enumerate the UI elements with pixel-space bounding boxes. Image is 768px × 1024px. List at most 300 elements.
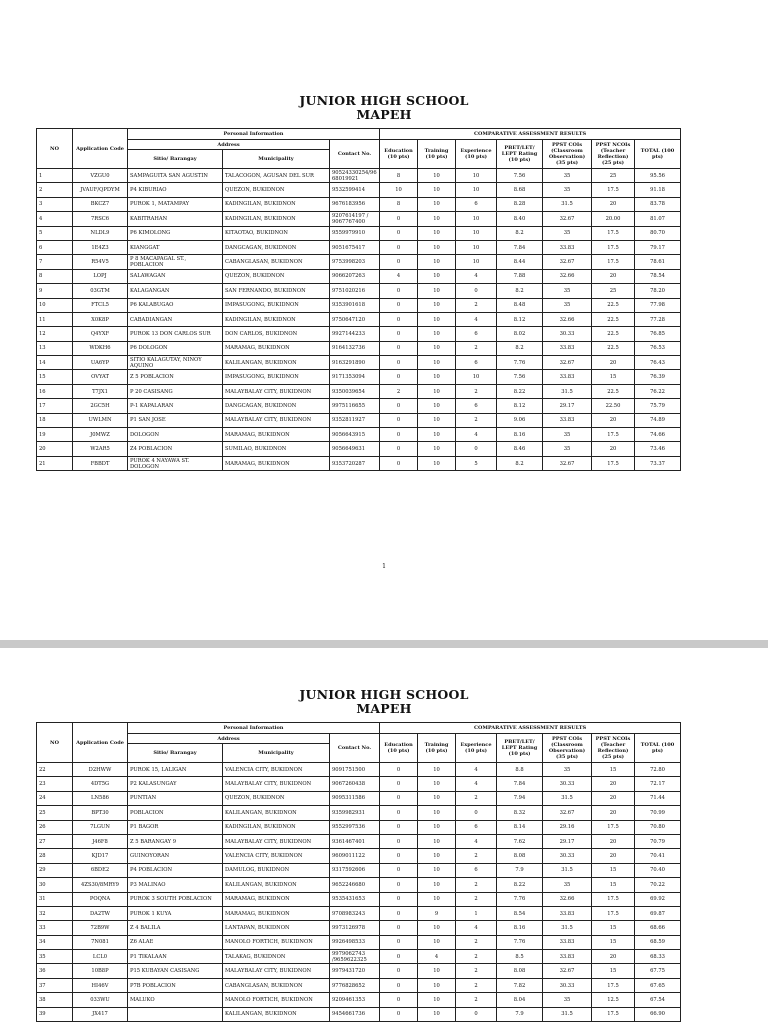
cell-contact: 9975116655	[330, 399, 380, 413]
cell-experience: 0	[456, 1007, 497, 1021]
cell-experience: 5	[456, 456, 497, 470]
cell-education: 0	[380, 993, 418, 1007]
cell-application-code: 7LGUN	[73, 820, 128, 834]
table-body	[37, 763, 681, 1022]
cell-education: 0	[380, 428, 418, 442]
cell-application-code: 7N081	[73, 935, 128, 949]
cell-pbet: 8.54	[497, 906, 543, 920]
cell-sitio: DOLOGON	[128, 428, 223, 442]
cell-contact: 9926498533	[330, 935, 380, 949]
cell-pbet: 7.9	[497, 1007, 543, 1021]
cell-sitio: P1 TIKALAAN	[128, 950, 223, 964]
cell-training: 10	[418, 456, 456, 470]
cell-application-code: LN586	[73, 791, 128, 805]
cell-ppst-cois: 30.33	[543, 978, 592, 992]
table-row	[37, 298, 681, 312]
cell-sitio: P 8 MACAPAGAL ST., POBLACION	[128, 255, 223, 269]
cell-ppst-ncois: 17.5	[592, 183, 635, 197]
cell-training: 10	[418, 820, 456, 834]
col-municipality: Municipality	[223, 744, 330, 763]
cell-ppst-ncois: 17.5	[592, 428, 635, 442]
cell-training: 10	[418, 341, 456, 355]
cell-pbet: 8.08	[497, 964, 543, 978]
cell-ppst-cois: 33.83	[543, 370, 592, 384]
cell-sitio: PUROK 13 DON CARLOS SUR	[128, 327, 223, 341]
cell-total: 66.90	[635, 1007, 681, 1021]
cell-sitio: Z 5 BARANGAY 9	[128, 834, 223, 848]
cell-no: 39	[37, 1007, 73, 1021]
table-row	[37, 763, 681, 777]
cell-application-code: LOPJ	[73, 269, 128, 283]
cell-training: 10	[418, 428, 456, 442]
cell-ppst-ncois: 15	[592, 878, 635, 892]
col-sitio: Sitio/ Barangay	[128, 744, 223, 763]
cell-municipality: VALENCIA CITY, BUKIDNON	[223, 763, 330, 777]
table-row	[37, 849, 681, 863]
cell-ppst-ncois: 20	[592, 834, 635, 848]
cell-training: 10	[418, 921, 456, 935]
cell-municipality: SUMILAO, BUKIDNON	[223, 442, 330, 456]
cell-no: 34	[37, 935, 73, 949]
cell-municipality: IMPASUGONG, BUKIDNON	[223, 298, 330, 312]
table-row	[37, 892, 681, 906]
cell-contact: 9979431720	[330, 964, 380, 978]
cell-ppst-cois: 35	[543, 284, 592, 298]
cell-contact: 9353901618	[330, 298, 380, 312]
cell-municipality: VALENCIA CITY, BUKIDNON	[223, 849, 330, 863]
cell-municipality: MANOLO FORTICH, BUKIDNON	[223, 935, 330, 949]
title-line-2: MAPEH	[356, 107, 412, 122]
cell-total: 76.53	[635, 341, 681, 355]
cell-sitio: MALUKO	[128, 993, 223, 1007]
cell-experience: 10	[456, 183, 497, 197]
col-ppst-ncois: PPST NCOIs (Teacher Reflection) (25 pts)	[592, 140, 635, 169]
cell-municipality: MARAMAG, BUKIDNON	[223, 428, 330, 442]
cell-experience: 2	[456, 878, 497, 892]
cell-education: 0	[380, 849, 418, 863]
cell-no: 16	[37, 384, 73, 398]
cell-training: 10	[418, 356, 456, 370]
cell-ppst-cois: 31.5	[543, 921, 592, 935]
cell-contact: 9454661736	[330, 1007, 380, 1021]
cell-pbet: 8.2	[497, 456, 543, 470]
cell-education: 0	[380, 255, 418, 269]
cell-application-code: 2GC5H	[73, 399, 128, 413]
table-row	[37, 384, 681, 398]
table-row	[37, 834, 681, 848]
cell-contact: 9532599414	[330, 183, 380, 197]
cell-municipality: MALAYBALAY CITY, BUKIDNON	[223, 777, 330, 791]
cell-contact: 9552997536	[330, 820, 380, 834]
cell-contact: 9973126978	[330, 921, 380, 935]
cell-municipality: LANTAPAN, BUKIDNON	[223, 921, 330, 935]
col-comparative-results: COMPARATIVE ASSESSMENT RESULTS	[380, 723, 681, 734]
table-row	[37, 791, 681, 805]
cell-experience: 4	[456, 834, 497, 848]
cell-ppst-cois: 35	[543, 226, 592, 240]
cell-total: 79.17	[635, 240, 681, 254]
cell-ppst-ncois: 20	[592, 849, 635, 863]
cell-training: 10	[418, 312, 456, 326]
cell-sitio: P6 KIMOLONG	[128, 226, 223, 240]
ranking-table	[36, 128, 681, 471]
table-row	[37, 255, 681, 269]
cell-pbet: 8.14	[497, 820, 543, 834]
cell-application-code: J0MWZ	[73, 428, 128, 442]
cell-experience: 0	[456, 284, 497, 298]
cell-municipality: DANGCAGAN, BUKIDNON	[223, 240, 330, 254]
cell-application-code: FBBDT	[73, 456, 128, 470]
cell-experience: 2	[456, 892, 497, 906]
cell-training: 4	[418, 950, 456, 964]
cell-pbet: 7.84	[497, 777, 543, 791]
cell-application-code: T7JX1	[73, 384, 128, 398]
cell-education: 0	[380, 921, 418, 935]
cell-application-code: 03GTM	[73, 284, 128, 298]
cell-ppst-ncois: 22.5	[592, 312, 635, 326]
cell-experience: 0	[456, 806, 497, 820]
cell-education: 8	[380, 169, 418, 183]
cell-no: 21	[37, 456, 73, 470]
col-personal-information: Personal Information	[128, 723, 380, 734]
cell-training: 9	[418, 906, 456, 920]
cell-training: 10	[418, 935, 456, 949]
cell-training: 10	[418, 399, 456, 413]
cell-application-code: FTCL5	[73, 298, 128, 312]
cell-total: 80.70	[635, 226, 681, 240]
cell-experience: 2	[456, 384, 497, 398]
table-row	[37, 269, 681, 283]
cell-experience: 2	[456, 413, 497, 427]
table-row	[37, 1007, 681, 1021]
cell-no: 28	[37, 849, 73, 863]
cell-ppst-ncois: 20	[592, 950, 635, 964]
cell-contact: 9350039654	[330, 384, 380, 398]
cell-total: 76.22	[635, 384, 681, 398]
cell-municipality: QUEZON, BUKIDNON	[223, 183, 330, 197]
cell-contact: 9056643915	[330, 428, 380, 442]
cell-total: 68.66	[635, 921, 681, 935]
cell-training: 10	[418, 993, 456, 1007]
cell-experience: 4	[456, 428, 497, 442]
cell-ppst-ncois: 25	[592, 284, 635, 298]
document-title	[0, 94, 768, 122]
title-line-1: JUNIOR HIGH SCHOOL	[299, 687, 469, 702]
cell-no: 30	[37, 878, 73, 892]
cell-total: 67.65	[635, 978, 681, 992]
cell-municipality: MALAYBALAY CITY, BUKIDNON	[223, 413, 330, 427]
cell-total: 83.78	[635, 197, 681, 211]
cell-contact: 9927144233	[330, 327, 380, 341]
cell-pbet: 8.16	[497, 921, 543, 935]
cell-education: 0	[380, 442, 418, 456]
cell-education: 0	[380, 820, 418, 834]
cell-municipality: KALILANGAN, BUKIDNON	[223, 806, 330, 820]
cell-municipality: QUEZON, BUKIDNON	[223, 269, 330, 283]
table-row	[37, 950, 681, 964]
cell-training: 10	[418, 212, 456, 226]
cell-experience: 2	[456, 964, 497, 978]
cell-education: 0	[380, 399, 418, 413]
cell-application-code: POQNA	[73, 892, 128, 906]
table-row	[37, 197, 681, 211]
cell-sitio: PUROK 3 SOUTH POBLACION	[128, 892, 223, 906]
cell-experience: 10	[456, 169, 497, 183]
cell-ppst-ncois: 22.5	[592, 384, 635, 398]
table-row	[37, 978, 681, 992]
cell-ppst-ncois: 22.5	[592, 341, 635, 355]
cell-pbet: 7.62	[497, 834, 543, 848]
cell-contact: 9056649631	[330, 442, 380, 456]
cell-training: 10	[418, 169, 456, 183]
cell-ppst-ncois: 17.5	[592, 1007, 635, 1021]
cell-sitio: SAMPAGUITA SAN AGUSTIN	[128, 169, 223, 183]
cell-total: 78.61	[635, 255, 681, 269]
cell-application-code: DA2TW	[73, 906, 128, 920]
cell-sitio: KIANGGAT	[128, 240, 223, 254]
cell-education: 4	[380, 269, 418, 283]
cell-no: 5	[37, 226, 73, 240]
cell-ppst-ncois: 15	[592, 370, 635, 384]
cell-contact: 9751020216	[330, 284, 380, 298]
cell-education: 0	[380, 763, 418, 777]
cell-ppst-cois: 35	[543, 183, 592, 197]
cell-contact: 9164132736	[330, 341, 380, 355]
cell-ppst-cois: 30.33	[543, 327, 592, 341]
cell-experience: 6	[456, 863, 497, 877]
cell-ppst-ncois: 17.5	[592, 255, 635, 269]
cell-experience: 10	[456, 212, 497, 226]
cell-sitio: SITIO KALAGUTAY, NINOY AQUINO	[128, 356, 223, 370]
cell-training: 10	[418, 763, 456, 777]
cell-ppst-cois: 31.5	[543, 197, 592, 211]
cell-contact: 9095311586	[330, 791, 380, 805]
cell-ppst-ncois: 15	[592, 763, 635, 777]
cell-municipality: MALAYBALAY CITY, BUKIDNON	[223, 834, 330, 848]
cell-ppst-cois: 32.66	[543, 312, 592, 326]
cell-ppst-ncois: 17.5	[592, 456, 635, 470]
table-row	[37, 428, 681, 442]
table-row	[37, 820, 681, 834]
cell-municipality: IMPASUGONG, BUKIDNON	[223, 370, 330, 384]
cell-pbet: 7.84	[497, 240, 543, 254]
cell-no: 6	[37, 240, 73, 254]
cell-ppst-cois: 31.5	[543, 791, 592, 805]
cell-ppst-ncois: 20	[592, 197, 635, 211]
table-row	[37, 935, 681, 949]
cell-ppst-cois: 32.66	[543, 269, 592, 283]
cell-sitio: PUROK 1 KUYA	[128, 906, 223, 920]
cell-no: 2	[37, 183, 73, 197]
col-experience: Experience (10 pts)	[456, 140, 497, 169]
cell-municipality: KADINGILAN, BUKIDNON	[223, 212, 330, 226]
cell-application-code: LCL0	[73, 950, 128, 964]
cell-total: 67.75	[635, 964, 681, 978]
cell-municipality: MALAYBALAY CITY, BUKIDNON	[223, 384, 330, 398]
cell-experience: 1	[456, 906, 497, 920]
cell-ppst-cois: 33.83	[543, 413, 592, 427]
cell-ppst-cois: 35	[543, 442, 592, 456]
cell-training: 10	[418, 978, 456, 992]
table-row	[37, 240, 681, 254]
cell-ppst-ncois: 20	[592, 791, 635, 805]
cell-municipality: KADINGILAN, BUKIDNON	[223, 312, 330, 326]
cell-application-code: 7RSC6	[73, 212, 128, 226]
cell-pbet: 8.2	[497, 341, 543, 355]
table-row	[37, 399, 681, 413]
cell-sitio: Z6 ALAE	[128, 935, 223, 949]
cell-experience: 2	[456, 935, 497, 949]
col-training: Training (10 pts)	[418, 734, 456, 763]
cell-application-code: JVAUF/QPDYM	[73, 183, 128, 197]
cell-experience: 2	[456, 791, 497, 805]
table-row	[37, 284, 681, 298]
cell-experience: 10	[456, 255, 497, 269]
cell-application-code: VZGU0	[73, 169, 128, 183]
cell-ppst-ncois: 15	[592, 964, 635, 978]
cell-sitio: Z4 POBLACION	[128, 442, 223, 456]
cell-total: 77.98	[635, 298, 681, 312]
cell-municipality: DON CARLOS, BUKIDNON	[223, 327, 330, 341]
cell-total: 70.41	[635, 849, 681, 863]
table-row	[37, 442, 681, 456]
col-education: Education (10 pts)	[380, 734, 418, 763]
cell-municipality: MARAMAG, BUKIDNON	[223, 892, 330, 906]
table-row	[37, 806, 681, 820]
cell-ppst-cois: 32.67	[543, 212, 592, 226]
cell-experience: 2	[456, 950, 497, 964]
cell-pbet: 8.68	[497, 183, 543, 197]
cell-total: 73.46	[635, 442, 681, 456]
table-row	[37, 356, 681, 370]
cell-application-code: WDKH6	[73, 341, 128, 355]
cell-education: 8	[380, 197, 418, 211]
cell-sitio: PUROK 4 NAYAWA ST. DOLOGON	[128, 456, 223, 470]
cell-contact: 9353720287	[330, 456, 380, 470]
col-contact: Contact No.	[330, 140, 380, 169]
cell-contact: 9776828652	[330, 978, 380, 992]
cell-experience: 2	[456, 341, 497, 355]
cell-municipality: SAN FERNANDO, BUKIDNON	[223, 284, 330, 298]
cell-application-code: BPT30	[73, 806, 128, 820]
cell-pbet: 8.02	[497, 327, 543, 341]
cell-experience: 2	[456, 978, 497, 992]
cell-sitio: P2 KALASUNGAY	[128, 777, 223, 791]
table-row	[37, 341, 681, 355]
cell-no: 4	[37, 212, 73, 226]
cell-municipality: MANOLO FORTICH, BUKIDNON	[223, 993, 330, 1007]
cell-ppst-cois: 31.5	[543, 384, 592, 398]
cell-application-code: D2HWW	[73, 763, 128, 777]
cell-contact: 9979062743 /9659622325	[330, 950, 380, 964]
cell-contact: 9652246680	[330, 878, 380, 892]
cell-application-code: 4DT5G	[73, 777, 128, 791]
cell-sitio: P4 KIBURIAO	[128, 183, 223, 197]
table-row	[37, 212, 681, 226]
cell-training: 10	[418, 269, 456, 283]
cell-training: 10	[418, 327, 456, 341]
cell-sitio: Z 4 BALILA	[128, 921, 223, 935]
cell-pbet: 7.9	[497, 863, 543, 877]
cell-contact: 9317592606	[330, 863, 380, 877]
cell-training: 10	[418, 183, 456, 197]
cell-ppst-cois: 29.17	[543, 399, 592, 413]
table-row	[37, 921, 681, 935]
col-ppst-cois: PPST COIs (Classroom Observation) (35 pts)	[543, 140, 592, 169]
cell-contact: 9051675417	[330, 240, 380, 254]
document-page-2	[0, 648, 768, 1024]
cell-training: 10	[418, 442, 456, 456]
cell-education: 0	[380, 906, 418, 920]
col-total: TOTAL (100 pts)	[635, 734, 681, 763]
cell-experience: 10	[456, 226, 497, 240]
cell-pbet: 8.8	[497, 763, 543, 777]
cell-municipality: KITAOTAO, BUKIDNON	[223, 226, 330, 240]
cell-contact: 9359982931	[330, 806, 380, 820]
col-education: Education (10 pts)	[380, 140, 418, 169]
cell-contact: 9207614197 / 9067767400	[330, 212, 380, 226]
table-row	[37, 327, 681, 341]
cell-sitio: P15 KUBAYAN CASISANG	[128, 964, 223, 978]
cell-education: 0	[380, 284, 418, 298]
cell-ppst-ncois: 22.5	[592, 298, 635, 312]
cell-total: 70.79	[635, 834, 681, 848]
cell-sitio: P1 SAN JOSE	[128, 413, 223, 427]
cell-education: 0	[380, 327, 418, 341]
cell-total: 71.44	[635, 791, 681, 805]
cell-no: 15	[37, 370, 73, 384]
cell-pbet: 8.2	[497, 226, 543, 240]
cell-training: 10	[418, 1007, 456, 1021]
cell-ppst-ncois: 15	[592, 863, 635, 877]
cell-ppst-cois: 32.67	[543, 456, 592, 470]
cell-contact: 9163291890	[330, 356, 380, 370]
cell-education: 0	[380, 226, 418, 240]
cell-application-code: W2AR5	[73, 442, 128, 456]
cell-training: 10	[418, 197, 456, 211]
cell-ppst-ncois: 20	[592, 356, 635, 370]
cell-education: 0	[380, 1007, 418, 1021]
cell-application-code: BKCZ7	[73, 197, 128, 211]
col-no: NO	[37, 723, 73, 763]
cell-no: 35	[37, 950, 73, 964]
cell-no: 29	[37, 863, 73, 877]
cell-total: 68.33	[635, 950, 681, 964]
cell-ppst-cois: 30.33	[543, 849, 592, 863]
cell-experience: 6	[456, 820, 497, 834]
cell-sitio: KABITRAHAN	[128, 212, 223, 226]
cell-training: 10	[418, 964, 456, 978]
cell-no: 3	[37, 197, 73, 211]
cell-training: 10	[418, 892, 456, 906]
cell-total: 74.66	[635, 428, 681, 442]
col-pbet: PBET/LET/ LEPT Rating (10 pts)	[497, 734, 543, 763]
cell-municipality: MALAYBALAY CITY, BUKIDNON	[223, 964, 330, 978]
cell-municipality: KALILANGAN, BUKIDNON	[223, 1007, 330, 1021]
cell-contact: 90524330254/96 68019921	[330, 169, 380, 183]
cell-total: 70.22	[635, 878, 681, 892]
cell-contact: 9171353094	[330, 370, 380, 384]
cell-total: 81.07	[635, 212, 681, 226]
cell-contact: 9361467401	[330, 834, 380, 848]
cell-education: 2	[380, 384, 418, 398]
cell-ppst-cois: 32.66	[543, 892, 592, 906]
cell-application-code: 4ZS30/8MRY9	[73, 878, 128, 892]
cell-ppst-cois: 35	[543, 993, 592, 1007]
cell-no: 37	[37, 978, 73, 992]
cell-pbet: 7.76	[497, 892, 543, 906]
table-row	[37, 370, 681, 384]
